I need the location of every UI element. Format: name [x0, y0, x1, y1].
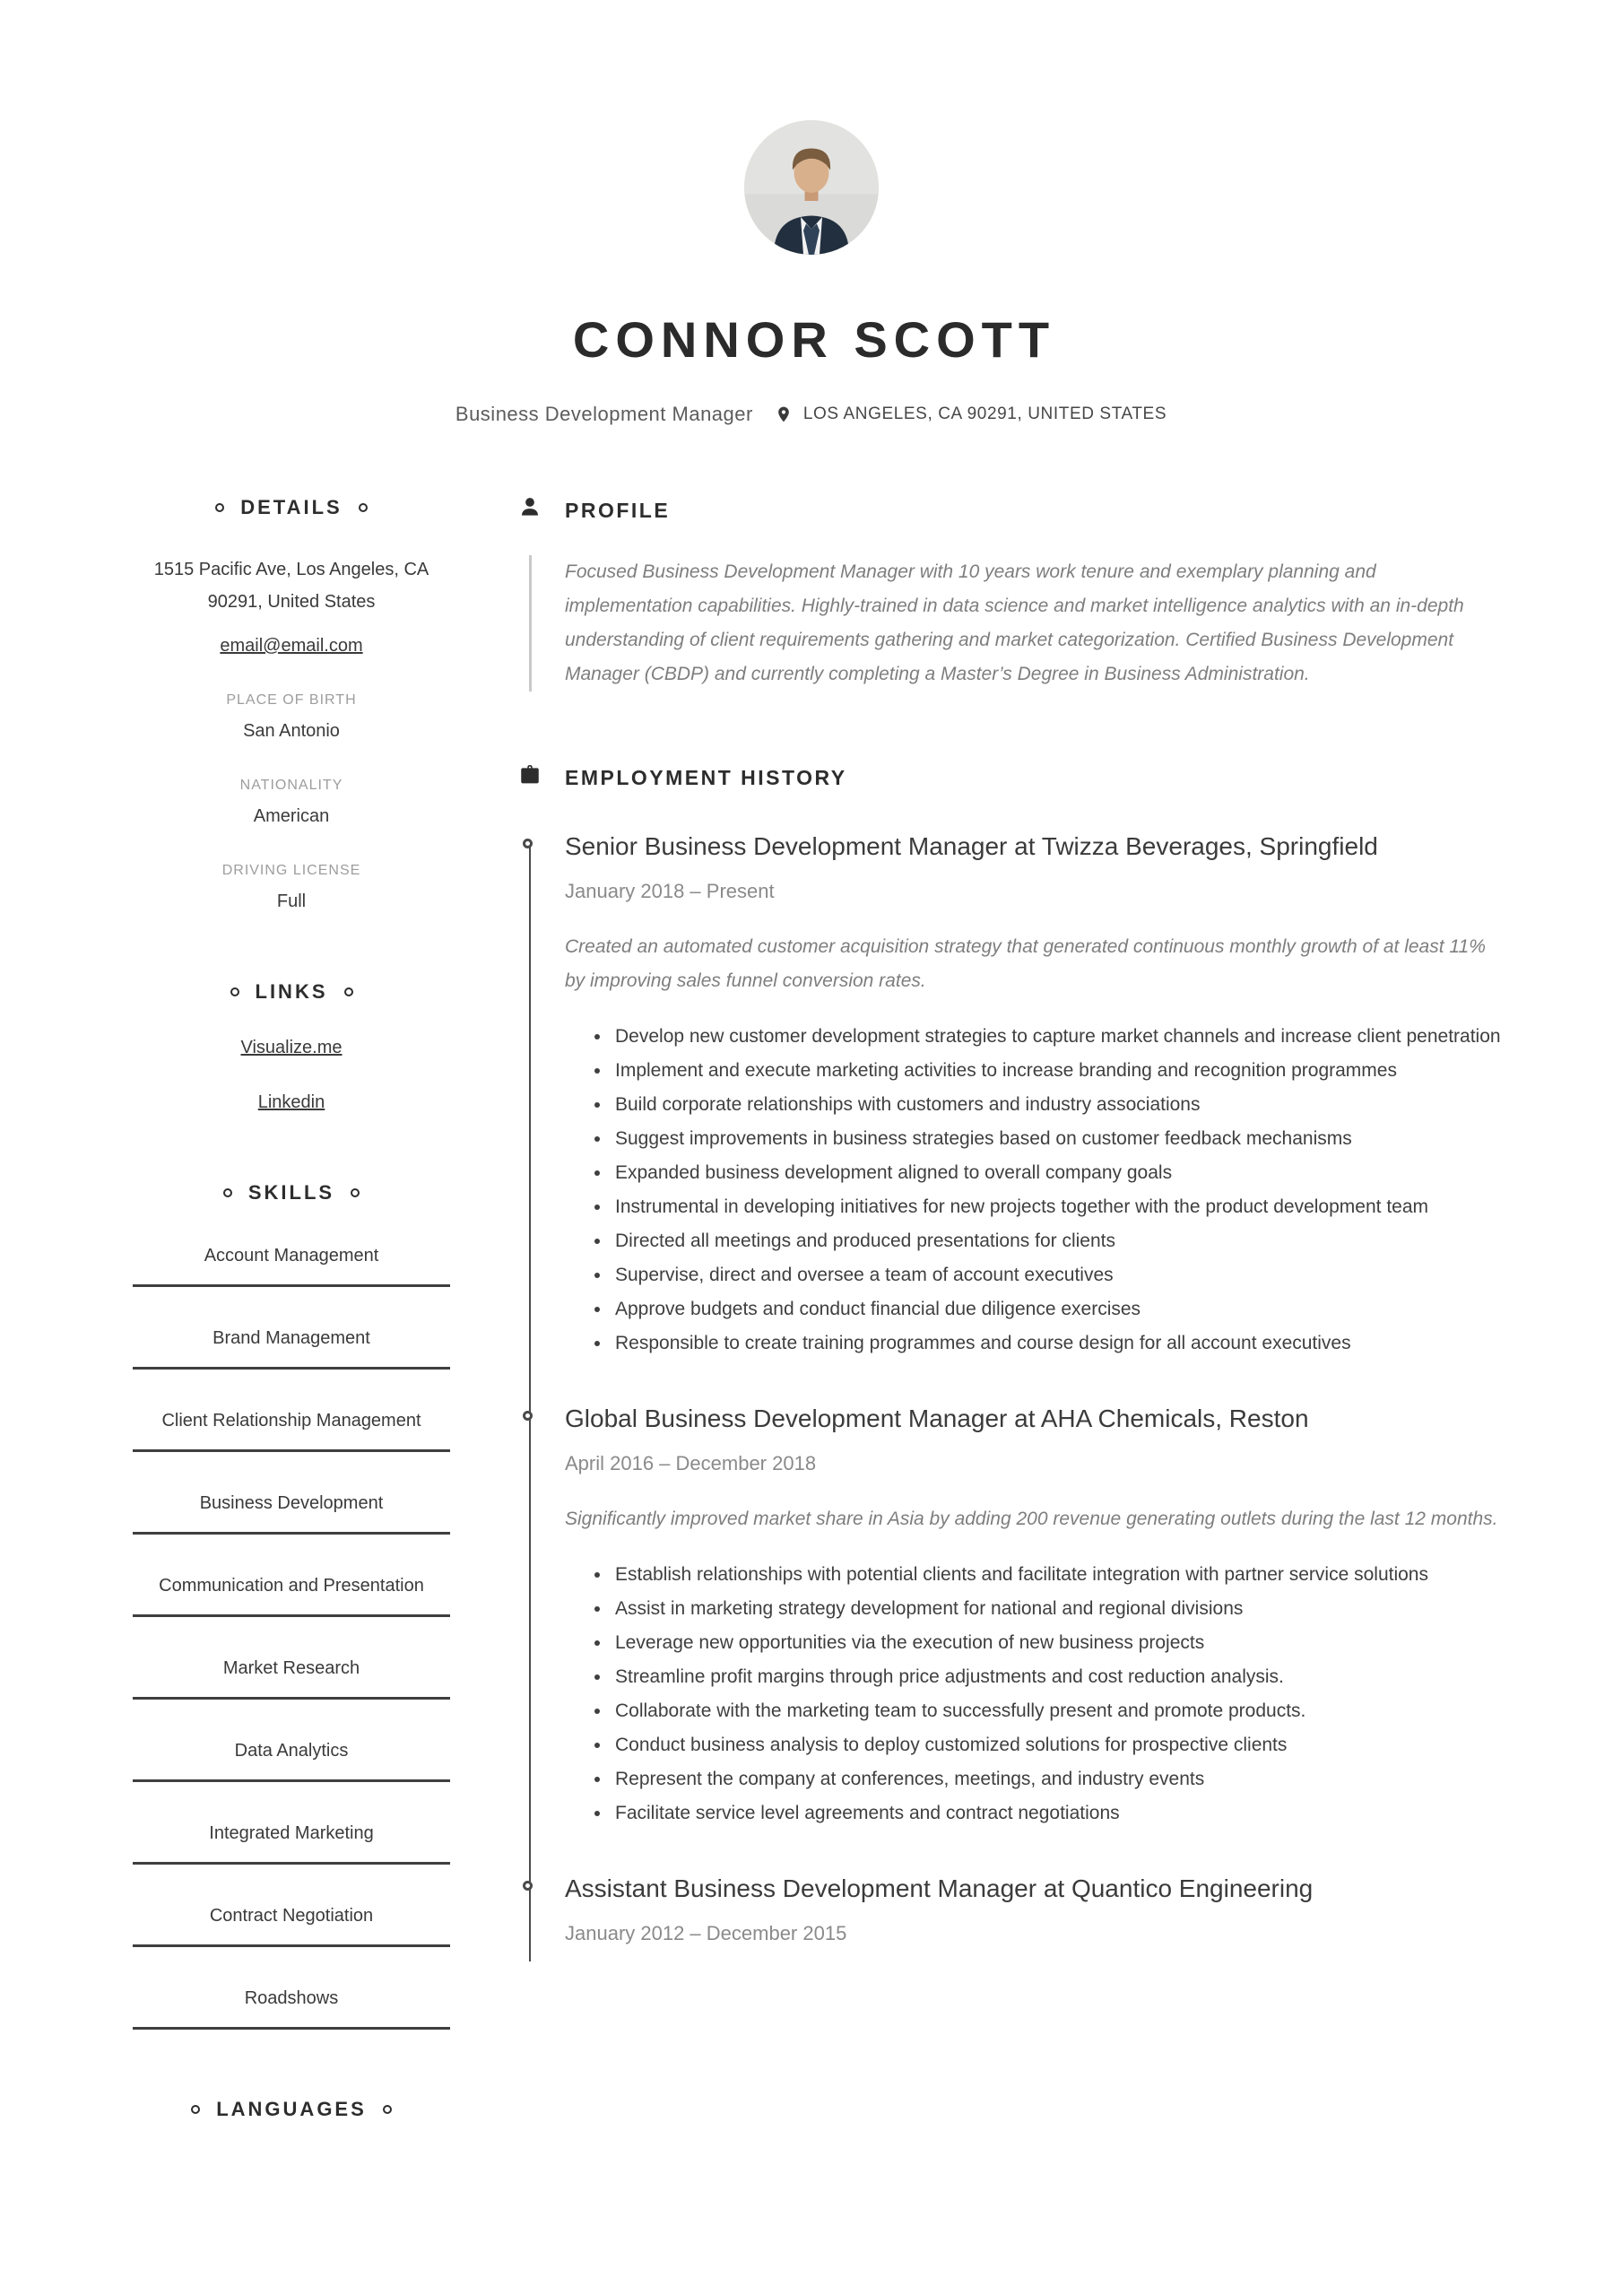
- ring-icon: [223, 1188, 232, 1197]
- skills-section: [133, 1181, 450, 2030]
- employment-timeline: [507, 831, 1505, 1945]
- ring-icon: [344, 987, 353, 996]
- job-bullet: • Develop new customer development strategies to capture market channels and increase client penetration: [612, 1020, 1505, 1054]
- ring-icon: [191, 2105, 200, 2114]
- skill-name: Client Relationship Management: [161, 1411, 421, 1431]
- nationality-label: NATIONALITY: [239, 778, 343, 793]
- job-bullet-list: [565, 1020, 1505, 1361]
- profile-heading: [507, 496, 1505, 525]
- job-bullet: • Expanded business development aligned to overall company goals: [612, 1156, 1505, 1190]
- address-line-1: 1515 Pacific Ave, Los Angeles, CA: [153, 560, 429, 579]
- skill-name: Account Management: [204, 1246, 379, 1265]
- header-subtitle: [0, 403, 1622, 426]
- skill-item: [133, 1328, 450, 1370]
- skill-item: [133, 1906, 450, 1947]
- ring-icon: [230, 987, 239, 996]
- skill-level-bar: [133, 1614, 450, 1617]
- ring-icon: [383, 2105, 392, 2114]
- job-bullet: • Implement and execute marketing activities to increase branding and recognition programmes: [612, 1054, 1505, 1088]
- job-bullet: • Approve budgets and conduct financial due diligence exercises: [612, 1292, 1505, 1326]
- driving-license-value: Full: [276, 891, 307, 911]
- job-bullet: • Build corporate relationships with customers and industry associations: [612, 1088, 1505, 1122]
- job-bullet: • Assist in marketing strategy development for national and regional divisions: [612, 1592, 1505, 1626]
- candidate-name: CONNOR SCOTT: [572, 311, 1056, 368]
- skills-heading: [133, 1181, 450, 1205]
- skill-item: [133, 1823, 450, 1865]
- resume-header: [0, 0, 1622, 426]
- job-bullet: • Facilitate service level agreements and contract negotiations: [612, 1796, 1505, 1831]
- address: [133, 553, 450, 618]
- employment-heading: [507, 763, 1505, 792]
- main-column: [507, 496, 1505, 2121]
- person-icon: [518, 496, 542, 525]
- profile-summary: Focused Business Development Manager with 10 years work tenure and exemplary planning and implementation capabilities. Highly-trained in data science and market intelligence analytics with an in-depth understanding of client requirements gathering and market categorization. Certified Business Development Manager (CBDP) and currently completing a Master’s Degree in Business Administration.: [529, 555, 1505, 691]
- skill-name: Market Research: [222, 1658, 360, 1678]
- skill-level-bar: [133, 1367, 450, 1370]
- skill-level-bar: [133, 1449, 450, 1452]
- skill-item: [133, 1411, 450, 1452]
- briefcase-icon: [518, 763, 542, 792]
- profile-heading-label: PROFILE: [565, 498, 671, 522]
- job-dates: April 2016 – December 2018: [565, 1452, 817, 1474]
- job-entry: [565, 1404, 1505, 1831]
- address-line-2: 90291, United States: [207, 592, 376, 612]
- job-bullet: • Represent the company at conferences, meetings, and industry events: [612, 1762, 1505, 1796]
- skill-item: [133, 1246, 450, 1287]
- skill-name: Roadshows: [244, 1988, 339, 2008]
- job-title: Senior Business Development Manager at Twizza Beverages, Springfield: [565, 832, 1378, 860]
- ring-icon: [359, 503, 368, 512]
- skill-item: [133, 1658, 450, 1700]
- candidate-location: LOS ANGELES, CA 90291, UNITED STATES: [802, 404, 1167, 423]
- languages-section: [133, 2098, 450, 2121]
- timeline-marker-icon: [523, 1411, 533, 1421]
- links-heading: [133, 980, 450, 1004]
- external-link[interactable]: Visualize.me: [240, 1038, 343, 1057]
- sidebar: [133, 496, 450, 2121]
- job-title: Global Business Development Manager at AHA Chemicals, Reston: [565, 1405, 1309, 1432]
- job-dates: January 2018 – Present: [565, 880, 775, 902]
- job-bullet: • Directed all meetings and produced presentations for clients: [612, 1224, 1505, 1258]
- employment-heading-label: EMPLOYMENT HISTORY: [565, 765, 847, 789]
- skill-level-bar: [133, 1944, 450, 1947]
- skills-heading-label: SKILLS: [247, 1181, 335, 1204]
- profile-section: [507, 496, 1505, 691]
- timeline-marker-icon: [523, 1881, 533, 1891]
- job-summary: Created an automated customer acquisition strategy that generated continuous monthly growth of at least 11% by improving sales funnel conversion rates.: [565, 936, 1486, 991]
- timeline-marker-icon: [523, 839, 533, 848]
- ring-icon: [351, 1188, 360, 1197]
- location-pin-icon: [775, 405, 793, 423]
- job-bullet-list: [565, 1558, 1505, 1831]
- skill-name: Brand Management: [213, 1328, 370, 1348]
- job-bullet: • Suggest improvements in business strategies based on customer feedback mechanisms: [612, 1122, 1505, 1156]
- job-bullet: • Supervise, direct and oversee a team of account executives: [612, 1258, 1505, 1292]
- job-summary: Significantly improved market share in Asia by adding 200 revenue generating outlets during the last 12 months.: [565, 1509, 1498, 1529]
- links-heading-label: LINKS: [255, 980, 328, 1003]
- details-heading-label: DETAILS: [240, 496, 343, 518]
- skill-name: Data Analytics: [234, 1741, 349, 1761]
- languages-heading-label: LANGUAGES: [216, 2098, 367, 2120]
- nationality-value: American: [253, 806, 330, 826]
- job-entry: [565, 1874, 1505, 1945]
- job-bullet: • Streamline profit margins through price adjustments and cost reduction analysis.: [612, 1660, 1505, 1694]
- languages-heading: [133, 2098, 450, 2121]
- details-heading: [133, 496, 450, 519]
- candidate-job-title: Business Development Manager: [455, 403, 753, 425]
- job-dates: January 2012 – December 2015: [565, 1922, 847, 1944]
- profile-photo: [744, 120, 879, 255]
- job-bullet: • Instrumental in developing initiatives for new projects together with the product development team: [612, 1190, 1505, 1224]
- skill-name: Integrated Marketing: [209, 1823, 374, 1843]
- skill-level-bar: [133, 1284, 450, 1287]
- skill-item: [133, 1988, 450, 2030]
- job-bullet: • Responsible to create training programmes and course design for all account executives: [612, 1326, 1505, 1361]
- external-link[interactable]: Linkedin: [257, 1092, 325, 1112]
- skill-name: Business Development: [199, 1493, 384, 1513]
- skill-name: Contract Negotiation: [209, 1906, 374, 1926]
- driving-license-label: DRIVING LICENSE: [221, 863, 361, 878]
- skill-level-bar: [133, 1697, 450, 1700]
- skill-level-bar: [133, 1779, 450, 1782]
- skill-name: Communication and Presentation: [159, 1576, 424, 1596]
- links-section: [133, 980, 450, 1113]
- skill-level-bar: [133, 1532, 450, 1535]
- skill-item: [133, 1493, 450, 1535]
- links-list: [133, 1038, 450, 1113]
- skill-item: [133, 1576, 450, 1617]
- skill-item: [133, 1741, 450, 1782]
- ring-icon: [215, 503, 224, 512]
- birth-place-value: San Antonio: [243, 721, 340, 741]
- job-entry: [565, 831, 1505, 1361]
- job-bullet: • Collaborate with the marketing team to successfully present and promote products.: [612, 1694, 1505, 1728]
- details-section: [133, 496, 450, 912]
- skill-level-bar: [133, 1862, 450, 1865]
- job-bullet: • Establish relationships with potential clients and facilitate integration with partner service solutions: [612, 1558, 1505, 1592]
- job-bullet: • Conduct business analysis to deploy customized solutions for prospective clients: [612, 1728, 1505, 1762]
- skill-level-bar: [133, 2027, 450, 2030]
- job-title: Assistant Business Development Manager at Quantico Engineering: [565, 1874, 1314, 1902]
- job-bullet: • Leverage new opportunities via the execution of new business projects: [612, 1626, 1505, 1660]
- employment-section: [507, 763, 1505, 1945]
- birth-place-label: PLACE OF BIRTH: [226, 692, 357, 708]
- skills-list: [133, 1246, 450, 2030]
- portrait-illustration: [744, 120, 879, 255]
- resume-body: [0, 496, 1622, 2121]
- email-link[interactable]: email@email.com: [220, 636, 363, 656]
